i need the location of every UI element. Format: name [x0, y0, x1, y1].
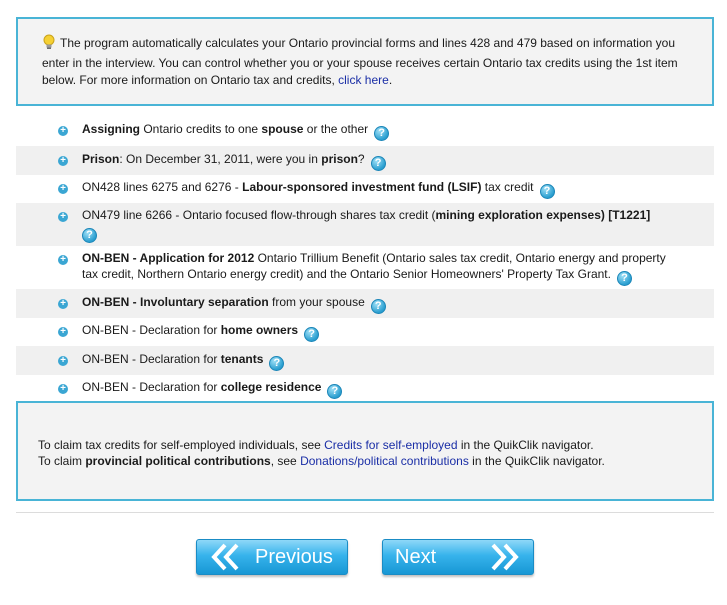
expand-icon[interactable]: +	[58, 327, 68, 337]
list-item[interactable]	[16, 246, 714, 289]
item-text: : On December 31, 2011, were you in	[119, 151, 322, 166]
help-icon[interactable]: ?	[617, 271, 632, 286]
expand-icon[interactable]: +	[58, 212, 68, 222]
item-text: ON-BEN - Declaration for	[82, 323, 221, 337]
click-here-link[interactable]: click here	[338, 73, 389, 87]
list-item[interactable]	[16, 175, 714, 203]
claim-bold: provincial political contributions	[85, 454, 271, 468]
ontario-items-list	[16, 116, 714, 402]
help-icon[interactable]: ?	[371, 299, 386, 314]
item-text: ON428 lines 6275 and 6276 -	[82, 180, 243, 194]
item-bold: prison	[321, 151, 358, 166]
item-bold: tenants	[220, 351, 264, 366]
expand-icon[interactable]: +	[58, 156, 68, 166]
lightbulb-icon	[42, 34, 56, 55]
claim-info-box	[16, 401, 714, 501]
help-icon[interactable]: ?	[540, 184, 555, 199]
item-bold: Assigning	[82, 122, 141, 136]
list-item[interactable]	[16, 116, 714, 146]
info-text: The program automatically calculates your Ontario provincial forms and lines 428 and 479 based on information you enter in the interview. You can control whether you or your spouse receives certain Ontario tax credits using the 1st item below. For more information on Ontario tax and credits,	[42, 36, 678, 87]
list-item[interactable]	[16, 203, 714, 246]
next-label: Next	[395, 546, 437, 568]
previous-button[interactable]	[196, 539, 348, 575]
claim-text: in the QuikClik navigator.	[457, 438, 594, 452]
double-chevron-right-icon	[485, 542, 525, 583]
expand-icon[interactable]: +	[58, 126, 68, 136]
list-item[interactable]	[16, 146, 714, 175]
item-bold: spouse	[261, 122, 304, 136]
item-bold: mining exploration expenses) [T1221]	[435, 207, 651, 222]
item-bold: Prison	[82, 151, 120, 166]
help-icon[interactable]: ?	[327, 384, 342, 399]
help-icon[interactable]: ?	[269, 356, 284, 371]
info-text-end: .	[388, 73, 393, 87]
info-box	[16, 17, 714, 106]
help-icon[interactable]: ?	[82, 228, 97, 243]
item-bold: home owners	[220, 323, 299, 337]
item-text: Ontario credits to one	[140, 122, 262, 136]
expand-icon[interactable]: +	[58, 384, 68, 394]
list-item[interactable]	[16, 289, 714, 318]
claim-text: , see	[270, 454, 301, 468]
expand-icon[interactable]: +	[58, 184, 68, 194]
item-text: ?	[357, 151, 365, 166]
expand-icon[interactable]: +	[58, 255, 68, 265]
next-button[interactable]	[382, 539, 534, 575]
item-text: from your spouse	[268, 294, 365, 309]
list-item[interactable]	[16, 346, 714, 375]
item-text: Ontario Trillium Benefit (Ontario sales tax credit, Ontario energy and property tax credit, Northern Ontario energy credit) and the Ontario Senior Homeowners' Property Tax Grant.	[82, 250, 666, 281]
help-icon[interactable]: ?	[374, 126, 389, 141]
item-bold: Labour-sponsored investment fund (LSIF)	[242, 180, 482, 194]
donations-political-link[interactable]: Donations/political contributions	[300, 454, 469, 468]
item-text: or the other	[303, 122, 369, 136]
claim-text: To claim tax credits for self-employed individuals, see	[38, 438, 325, 452]
previous-label: Previous	[255, 546, 333, 568]
item-bold: college residence	[220, 379, 322, 394]
help-icon[interactable]: ?	[304, 327, 319, 342]
list-item[interactable]	[16, 318, 714, 346]
help-icon[interactable]: ?	[371, 156, 386, 171]
expand-icon[interactable]: +	[58, 356, 68, 366]
claim-text: in the QuikClik navigator.	[468, 454, 605, 468]
item-text: ON-BEN - Declaration for	[82, 379, 221, 394]
list-item[interactable]	[16, 375, 714, 402]
double-chevron-left-icon	[205, 542, 245, 583]
claim-line-1	[38, 437, 694, 453]
item-text: ON479 line 6266 - Ontario focused flow-through shares tax credit (	[82, 207, 436, 222]
item-text: tax credit	[481, 180, 534, 194]
item-bold: ON-BEN - Application for 2012	[82, 250, 255, 265]
item-text: ON-BEN - Declaration for	[82, 351, 221, 366]
credits-self-employed-link[interactable]: Credits for self-employed	[324, 438, 458, 452]
claim-text: To claim	[38, 454, 86, 468]
item-bold: ON-BEN - Involuntary separation	[82, 294, 269, 309]
divider	[16, 512, 714, 513]
claim-line-2	[38, 453, 694, 469]
expand-icon[interactable]: +	[58, 299, 68, 309]
